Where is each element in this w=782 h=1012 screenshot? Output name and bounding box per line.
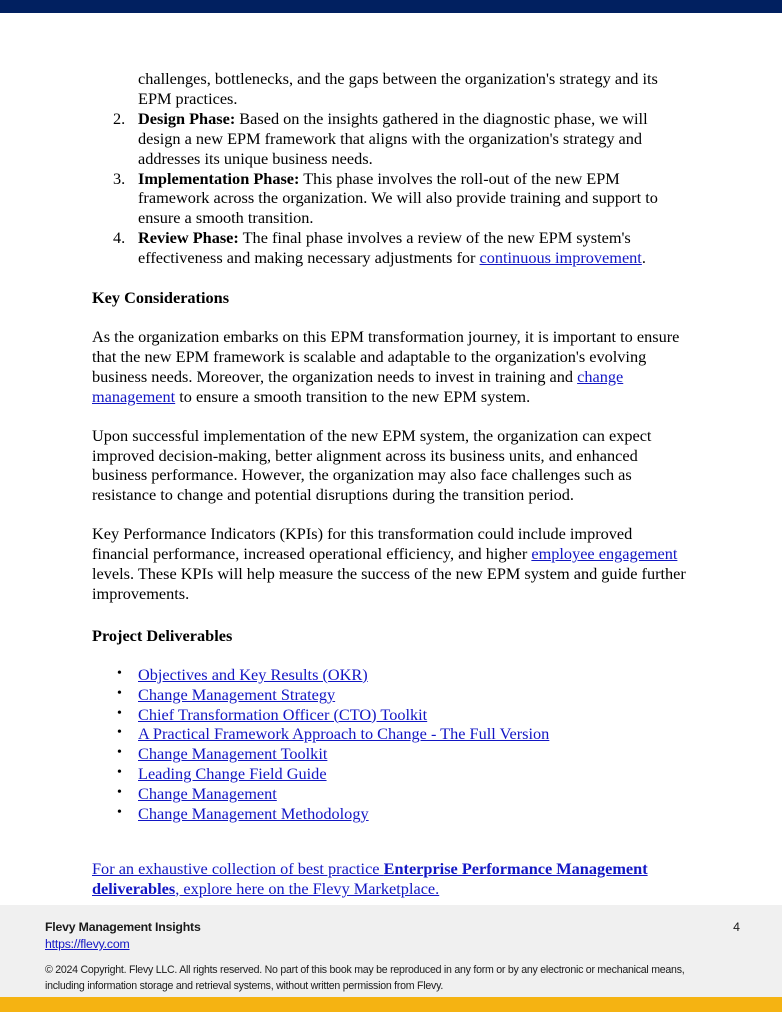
list-item: [92, 804, 692, 824]
heading-key-considerations: Key Considerations: [92, 288, 230, 308]
paragraph-key-considerations: [92, 327, 692, 407]
heading-project-deliverables: Project Deliverables: [92, 625, 233, 645]
list-item: [92, 228, 692, 268]
closing-link-bold: Enterprise Performance Management deliverables: [92, 859, 648, 898]
paragraph-kpis: [92, 524, 692, 604]
document-content: [92, 69, 692, 899]
continued-paragraph: challenges, bottlenecks, and the gaps between the organization's strategy and its EPM practices.: [138, 69, 658, 108]
deliverable-link[interactable]: Change Management Toolkit: [138, 744, 328, 764]
phase-title: Review Phase:: [138, 228, 239, 248]
page-number: 4: [733, 920, 740, 934]
list-number: 4.: [113, 228, 126, 248]
list-item: [92, 764, 692, 784]
footer-brand: Flevy Management Insights: [45, 920, 201, 934]
list-item: [92, 724, 692, 744]
link-flevy-marketplace[interactable]: [92, 859, 648, 898]
bottom-gold-band: [0, 997, 782, 1012]
list-item: [92, 665, 692, 685]
link-change-management[interactable]: change management: [92, 366, 624, 406]
phase-text: This phase involves the roll-out of the new EPM framework across the organization. We will also provide training and support to ensure a smooth transition.: [138, 168, 658, 228]
closing-marketplace-paragraph: [92, 859, 692, 899]
top-navy-band: [0, 0, 782, 13]
list-number: 3.: [113, 168, 126, 188]
list-item: [92, 744, 692, 764]
closing-link-part2: , explore here on the Flevy Marketplace.: [175, 878, 440, 898]
list-item: [92, 169, 692, 229]
phase-title: Implementation Phase:: [138, 168, 300, 188]
link-employee-engagement[interactable]: employee engagement: [531, 544, 678, 564]
list-number: 2.: [113, 108, 126, 128]
phase-title: Design Phase:: [138, 108, 236, 128]
list-item: [92, 109, 692, 169]
page-footer: [0, 905, 782, 997]
deliverable-link[interactable]: Change Management: [138, 784, 277, 804]
phase-text-after-link: .: [641, 248, 646, 268]
footer-url-link[interactable]: https://flevy.com: [45, 937, 130, 951]
paragraph-text-after-link: levels. These KPIs will help measure the success of the new EPM system and guide further improvements.: [92, 564, 686, 603]
paragraph-text-before-link: Key Performance Indicators (KPIs) for this transformation could include improved financial performance, increased operational efficiency, and higher: [92, 524, 633, 564]
deliverable-link[interactable]: Chief Transformation Officer (CTO) Toolkit: [138, 704, 428, 724]
list-item: [92, 685, 692, 705]
document-page-body: [0, 13, 782, 905]
deliverable-link[interactable]: Change Management Strategy: [138, 684, 336, 704]
link-continuous-improvement[interactable]: continuous improvement: [479, 248, 642, 268]
phases-numbered-list: [92, 109, 692, 268]
phase-text: The final phase involves a review of the new EPM system's effectiveness and making necessary adjustments for: [138, 228, 631, 268]
closing-link-part1: For an exhaustive collection of best practice: [92, 859, 384, 878]
deliverable-link[interactable]: Objectives and Key Results (OKR): [138, 664, 368, 684]
list-item: [92, 784, 692, 804]
deliverable-link[interactable]: Change Management Methodology: [138, 804, 369, 824]
paragraph-outcomes: Upon successful implementation of the new EPM system, the organization can expect improved decision-making, better alignment across its business units, and enhanced business performance. However, the organization may also face challenges such as resistance to change and potential disruptions during the transition period.: [92, 425, 652, 505]
paragraph-text-after-link: to ensure a smooth transition to the new EPM system.: [175, 386, 531, 406]
deliverable-link[interactable]: A Practical Framework Approach to Change - The Full Version: [138, 724, 550, 744]
list-item: [92, 705, 692, 725]
footer-copyright: © 2024 Copyright. Flevy LLC. All rights reserved. No part of this book may be reproduced in any form or by any electronic or mechanical means, including information storage and retrieval systems, without written permission from Flevy.: [45, 964, 685, 992]
paragraph-text-before-link: As the organization embarks on this EPM transformation journey, it is important to ensure that the new EPM framework is scalable and adaptable to the organization's evolving business needs. Moreover, the organization needs to invest in training and: [92, 326, 680, 386]
deliverables-list: [92, 665, 692, 824]
deliverable-link[interactable]: Leading Change Field Guide: [138, 764, 327, 784]
phase-text: Based on the insights gathered in the diagnostic phase, we will design a new EPM framework that aligns with the organization's strategy and addresses its unique business needs.: [138, 108, 648, 168]
